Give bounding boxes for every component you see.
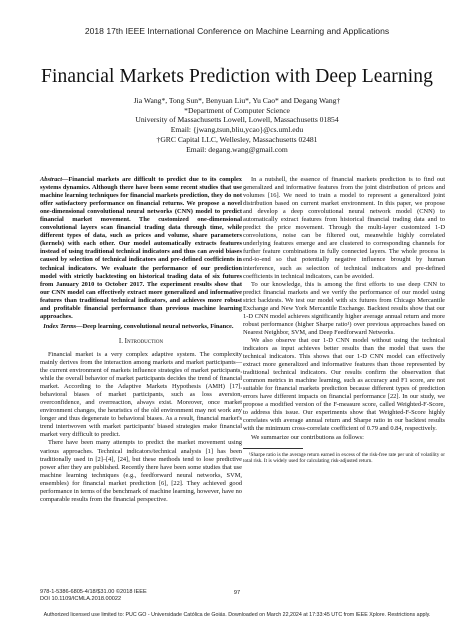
- left-paragraph: There have been many attempts to predict the market movement using various approaches. Technical indicators/technical analysis [1] has been traditionally used in [2]–[4], [24], but these methods tend to lose predictive power after they are published. Recently there have been some studies that use machine learning techniques (e.g., feedforward neural networks, SVM, ensembles) for financial market prediction [6], [22]. They achieved good performance in terms of the benchmark of machine learning, however, have no comparable results from the financial perspective.: [40, 439, 242, 503]
- isbn-line: 978-1-5386-6805-4/18/$31.00 ©2018 IEEE: [40, 589, 147, 595]
- abstract-text: —Financial markets are difficult to predict due to its complex systems dynamics. Although there have been some recent studies that use machine learning techniques for financial markets prediction, they do not offer satisfactory performance on financial returns. We propose a novel one-dimensional convolutional neural networks (CNN) model to predict financial market movement. The customized one-dimensional convolutional layers scan financial trading data through time, while different types of data, such as prices and volume, share parameters (kernels) with each other. Our model automatically extracts features instead of using traditional technical indicators and thus can avoid biases caused by selection of technical indicators and pre-defined coefficients in technical indicators. We evaluate the performance of our prediction model with strictly backtesting on historical trading data of six futures from January 2010 to October 2017. The experiment results show that our CNN model can effectively extract more generalized and informative features than traditional technical indicators, and achieves more robust and profitable financial performance than previous machine learning approaches.: [40, 176, 242, 320]
- affiliation-email: Email: {jwang,tsun,bliu,ycao}@cs.uml.edu: [170, 125, 304, 135]
- paper-title: Financial Markets Prediction with Deep Learning: [41, 66, 433, 87]
- abstract-label: Abstract: [40, 176, 63, 183]
- doi-line: DOI 10.1109/ICMLA.2018.00022: [40, 596, 122, 602]
- affiliation-department: *Department of Computer Science: [184, 105, 290, 115]
- section-heading: I. Introduction: [118, 337, 164, 345]
- right-paragraph: To our knowledge, this is among the first efforts to use deep CNN to predict financial markets and we verify the performance of our model using strict backtests. We test our model with six futures from Chicago Mercantile Exchange and New York Mercantile Exchange. Backtest results show that our 1-D CNN model achieves significantly higher average annual return and more robust performance (higher Sharpe ratio¹) over previous approaches based on Nearest Neighbor, SVM, and Deep Feedforward Networks.: [243, 280, 445, 336]
- index-terms: [40, 323, 242, 331]
- conference-header: 2018 17th IEEE International Conference on Machine Learning and Applications: [84, 26, 390, 36]
- left-column: [40, 176, 242, 504]
- author-names: Jia Wang*, Tong Sun*, Benyuan Liu*, Yu Cao* and Degang Wang†: [133, 96, 341, 105]
- right-paragraph: We summarize our contributions as follows:: [251, 433, 364, 441]
- affiliation-company: †GRC Capital LLC, Wellesley, Massachusetts 02481: [156, 134, 318, 144]
- left-paragraph: Financial market is a very complex adaptive system. The complexity mainly derives from the interaction among markets and market participants—the current environment of markets influence strategies of market participants, while the overall behavior of market participants decides the trend of financial market. According to the Adaptive Markets Hypothesis (AMH) [17], behavioral biases of market participants, such as loss aversion, overconfidence, and overreaction, always exist. Moreover, once market environment changes, the heuristics of the old environment may not work any longer and thus degenerate to behavioral biases. As a result, financial market's trend intertwoven with market participants' biased strategies make financial market very difficult to predict.: [40, 350, 242, 439]
- right-column: [243, 176, 445, 464]
- footnote-divider: [243, 448, 303, 449]
- right-paragraph: In a nutshell, the essence of financial markets prediction is to find out generalized and informative features from the joint distribution of prices and volumes [16]. We need to train a model to represent a generalized joint distribution based on current market environment. In this paper, we propose and develop a deep convolutional neural network model (CNN) to automatically extract features from historical financial trading data and to predict the price movement. Through the multi-layer customized 1-D convolutions, noise can be filtered out, meanwhile highly correlated underlying features emerge and are clustered to corresponding channels for further feature combinations in fully connected layers. The whole process is end-to-end so that potentially negative influence brought by human interference, such as selection of technical indicators and pre-defined coefficients in technical indicators, can be avoided.: [243, 176, 445, 280]
- page-number: 97: [233, 590, 241, 596]
- company-email: Email: degang.wang@gmail.com: [186, 144, 288, 154]
- index-terms-text: —Deep learning, convolutional neural networks, Finance.: [76, 322, 234, 330]
- license-notice: Authorized licensed use limited to: PUC GO - Universidade Católica de Goiás. Downloaded on March 22,2024 at 17:33:45 UTC from IEEE Xplore. Restrictions apply.: [43, 612, 431, 618]
- author-block: [0, 96, 474, 154]
- right-paragraph: We also observe that our 1-D CNN model without using the technical indicators as input achieves better results than the model that uses the technical indicators. This shows that our 1-D CNN model can effectively extract more generalized and informative features than those represented by traditional technical indicators. Our results confirm the observation that common metrics in machine learning, such as accuracy and F1 score, are not suitable for financial markets prediction because different types of prediction errors have different impacts on financial performance [22]. In our study, we propose a modified version of the F-measure score, called Weighted-F-Score, to address this issue. Our experiments show that Weighted-F-Score highly correlates with average annual return and Sharpe ratio in our backtest results with the minimum cross-correlate coefficient of 0.79 and 0.84, respectively.: [243, 336, 445, 433]
- index-terms-label: Index Terms: [43, 322, 77, 330]
- affiliation-university: University of Massachusetts Lowell, Lowell, Massachusetts 01854: [135, 115, 339, 125]
- abstract: [40, 176, 242, 321]
- footnote: ¹Sharpe ratio is the average return earned in excess of the risk-free rate per unit of volatility or total risk. It is widely used for calculating risk-adjusted return.: [243, 451, 445, 464]
